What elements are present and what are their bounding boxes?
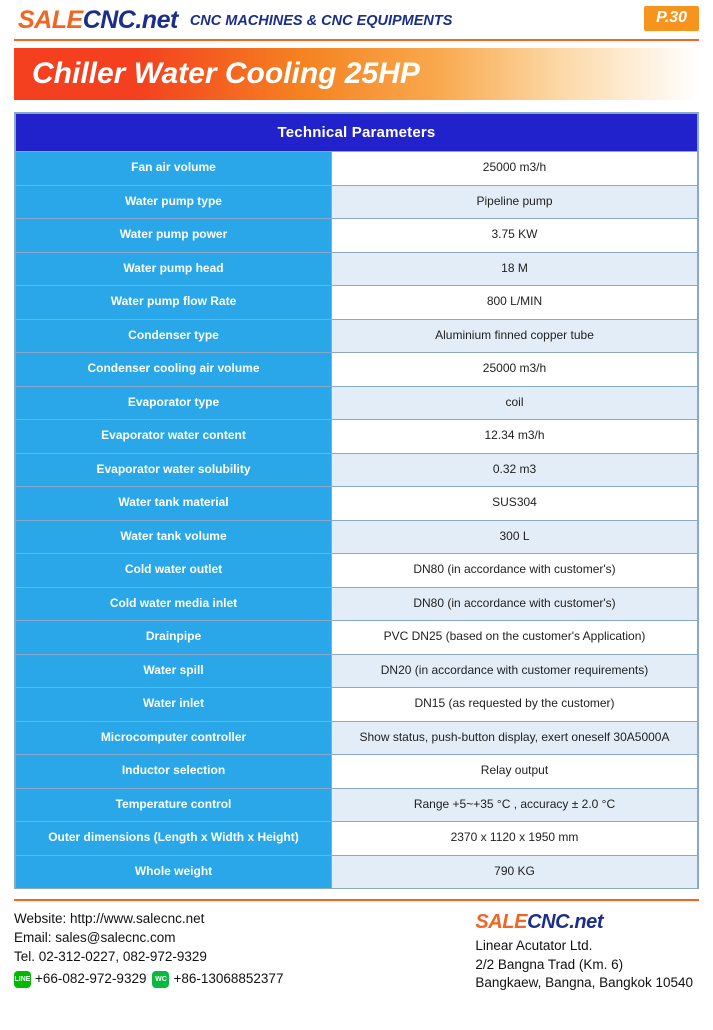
spec-value: 800 L/MIN xyxy=(332,286,698,320)
table-row xyxy=(16,487,698,521)
table-row xyxy=(16,152,698,186)
spec-label: Condenser type xyxy=(16,319,332,353)
spec-value: Range +5~+35 °C , accuracy ± 2.0 °C xyxy=(332,788,698,822)
spec-value: SUS304 xyxy=(332,487,698,521)
footer-brand-logo xyxy=(475,909,693,936)
spec-value: PVC DN25 (based on the customer's Application) xyxy=(332,621,698,655)
spec-label: Drainpipe xyxy=(16,621,332,655)
spec-value: 25000 m3/h xyxy=(332,152,698,186)
brand-logo-sale: SALE xyxy=(18,6,83,34)
spec-label: Water tank volume xyxy=(16,520,332,554)
spec-label: Outer dimensions (Length x Width x Height) xyxy=(16,822,332,856)
spec-label: Water inlet xyxy=(16,688,332,722)
table-row xyxy=(16,520,698,554)
table-row xyxy=(16,755,698,789)
table-heading: Technical Parameters xyxy=(16,114,698,152)
spec-value: 300 L xyxy=(332,520,698,554)
table-row xyxy=(16,453,698,487)
table-row xyxy=(16,721,698,755)
table-row xyxy=(16,319,698,353)
spec-value: DN80 (in accordance with customer's) xyxy=(332,554,698,588)
table-row xyxy=(16,420,698,454)
spec-label: Water pump power xyxy=(16,219,332,253)
footer-company-name: Linear Acutator Ltd. xyxy=(475,938,593,954)
table-row xyxy=(16,185,698,219)
spec-value: 790 KG xyxy=(332,855,698,889)
page-title: Chiller Water Cooling 25HP xyxy=(32,57,420,90)
spec-label: Water spill xyxy=(16,654,332,688)
spec-value: Aluminium finned copper tube xyxy=(332,319,698,353)
table-row xyxy=(16,286,698,320)
spec-value: Show status, push-button display, exert oneself 30A5000A xyxy=(332,721,698,755)
product-title-bar xyxy=(14,48,699,100)
table-row xyxy=(16,353,698,387)
page-footer xyxy=(14,909,699,992)
table-header-row xyxy=(16,114,698,152)
spec-label: Temperature control xyxy=(16,788,332,822)
footer-divider xyxy=(14,899,699,901)
spec-label: Cold water media inlet xyxy=(16,587,332,621)
footer-address-line-1: 2/2 Bangna Trad (Km. 6) xyxy=(475,956,624,972)
spec-value: DN15 (as requested by the customer) xyxy=(332,688,698,722)
technical-parameters-table xyxy=(14,112,699,889)
table-row xyxy=(16,822,698,856)
spec-label: Microcomputer controller xyxy=(16,721,332,755)
footer-website[interactable]: Website: http://www.salecnc.net xyxy=(14,911,205,926)
wechat-contact xyxy=(152,969,283,988)
table-row xyxy=(16,219,698,253)
table-row xyxy=(16,252,698,286)
header-tagline: CNC MACHINES & CNC EQUIPMENTS xyxy=(189,13,453,29)
table-body xyxy=(16,152,698,889)
footer-contact xyxy=(14,909,283,989)
spec-label: Evaporator water content xyxy=(16,420,332,454)
table-row xyxy=(16,587,698,621)
table-row xyxy=(16,654,698,688)
spec-label: Fan air volume xyxy=(16,152,332,186)
page-number-badge: P.30 xyxy=(644,6,699,31)
spec-label: Water pump head xyxy=(16,252,332,286)
wechat-icon: WC xyxy=(152,971,169,988)
table-row xyxy=(16,621,698,655)
spec-value: 3.75 KW xyxy=(332,219,698,253)
page-header xyxy=(0,0,713,44)
header-divider xyxy=(14,39,699,41)
spec-label: Evaporator type xyxy=(16,386,332,420)
footer-brand-cnc: CNC.net xyxy=(527,911,604,933)
line-icon: LINE xyxy=(14,971,31,988)
table-row xyxy=(16,788,698,822)
footer-telephone: Tel. 02-312-0227, 082-972-9329 xyxy=(14,949,207,965)
footer-company xyxy=(475,909,699,992)
spec-value: Pipeline pump xyxy=(332,185,698,219)
spec-label: Condenser cooling air volume xyxy=(16,353,332,387)
spec-label: Whole weight xyxy=(16,855,332,889)
brand-logo xyxy=(18,6,178,35)
footer-messaging-numbers xyxy=(14,969,283,988)
table-row xyxy=(16,688,698,722)
footer-brand-sale: SALE xyxy=(475,911,528,933)
spec-label: Cold water outlet xyxy=(16,554,332,588)
spec-value: coil xyxy=(332,386,698,420)
table-row xyxy=(16,386,698,420)
spec-label: Water pump type xyxy=(16,185,332,219)
table-row xyxy=(16,855,698,889)
footer-email[interactable]: Email: sales@salecnc.com xyxy=(14,930,176,946)
spec-value: 18 M xyxy=(332,252,698,286)
table-row xyxy=(16,554,698,588)
spec-label: Evaporator water solubility xyxy=(16,453,332,487)
footer-address-line-2: Bangkaew, Bangna, Bangkok 10540 xyxy=(475,974,693,990)
spec-value: 0.32 m3 xyxy=(332,453,698,487)
brand-logo-net: .net xyxy=(135,6,178,34)
spec-value: 12.34 m3/h xyxy=(332,420,698,454)
spec-value: 2370 x 1120 x 1950 mm xyxy=(332,822,698,856)
spec-label: Inductor selection xyxy=(16,755,332,789)
line-number: +66-082-972-9329 xyxy=(35,971,147,987)
brand-logo-cnc: CNC xyxy=(82,6,136,34)
spec-value: 25000 m3/h xyxy=(332,353,698,387)
spec-label: Water pump flow Rate xyxy=(16,286,332,320)
spec-value: DN20 (in accordance with customer requirements) xyxy=(332,654,698,688)
line-contact xyxy=(14,969,146,988)
spec-label: Water tank material xyxy=(16,487,332,521)
spec-value: Relay output xyxy=(332,755,698,789)
spec-value: DN80 (in accordance with customer's) xyxy=(332,587,698,621)
wechat-number: +86-13068852377 xyxy=(173,971,284,987)
